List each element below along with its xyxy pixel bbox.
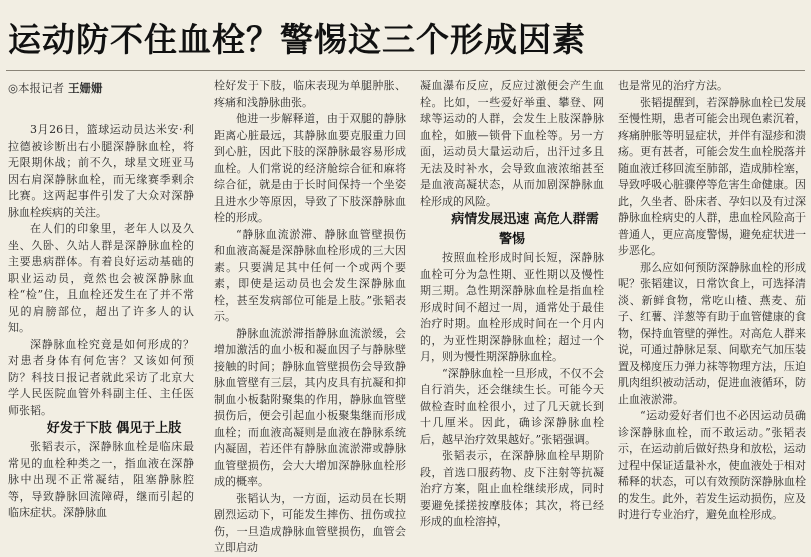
- paragraph: 也是常见的治疗方法。: [618, 79, 728, 92]
- paragraph: 深静脉血栓究竟是如何形成的？对患者身体有何危害？又该如何预防？科技日报记者就此采访了北京大学人民医院血管外科副主任、主任医师张韬。: [8, 337, 194, 417]
- byline-marker-icon: ◎: [8, 81, 19, 95]
- headline-rule: [6, 70, 805, 71]
- byline: [8, 80, 218, 96]
- paragraph: 3月26日，篮球运动员达米安·利拉德被诊断出右小腿深静脉血栓，将无限期休战；前不久，球星文班亚马因右肩深静脉血栓，而无缘赛季剩余比赛。这两起事件引发了大众对深静脉血栓疾病的关注。: [8, 123, 194, 219]
- paragraph: 栓好发于下肢，临床表现为单腿肿胀、疼痛和浅静脉曲张。: [214, 79, 406, 109]
- article-column-2: [214, 78, 406, 554]
- paragraph: 凝血瀑布反应，反应过激便会产生血栓。比如，一些爱好举重、攀登、网球等运动的人群，会发生上肢深静脉血栓，如腋—锁骨下血栓等。另一方面，运动员大量运动后，出汗过多且无法及时补水，会导致血液浓缩甚至是血液高凝状态，从而加剧深静脉血栓形成的风险。: [420, 79, 604, 208]
- paragraph: “运动爱好者们也不必因运动员确诊深静脉血栓，而不敢运动。”张韬表示，在运动前后做好热身和放松，运动过程中保证适量补水，使血液处于相对稀释的状态，可以有效预防深静脉血栓的发生。此外，若发生运动损伤，应及时进行专业治疗，避免血栓形成。: [618, 409, 806, 521]
- article-column-4: [618, 78, 806, 521]
- section-subhead-1: 好发于下肢 偶见于上肢: [46, 421, 182, 436]
- paragraph: 那么应如何预防深静脉血栓的形成呢？张韬建议，日常饮食上，可选择清淡、新鲜食物，常吃山楂、燕麦、茄子、红薯、洋葱等有助于血管健康的食物，保持血管壁的弹性。对高危人群来说，可通过静脉足泵、间歇充气加压装置及梯度压力弹力袜等物理方法，压迫肌肉组织被动活动，促进血液循环，防止血液淤滞。: [618, 260, 806, 406]
- paragraph: 按照血栓形成时间长短，深静脉血栓可分为急性期、亚性期以及慢性期三期。急性期深静脉血栓是指血栓形成时间不超过一周，通常处于最佳治疗时期。血栓形成时间在一个月内的，为亚性期深静脉血栓；超过一个月，则为慢性期深静脉血栓。: [420, 251, 604, 363]
- paragraph: “静脉血流淤滞、静脉血管壁损伤和血液高凝是深静脉血栓形成的三大因素。只要满足其中任何一个或两个要素，即使是运动员也会发生深静脉血栓，甚至发病部位可能是上肢。”张韬表示。: [214, 227, 406, 323]
- paragraph: 张韬提醒到，若深静脉血栓已发展至慢性期，患者可能会出现色素沉着，疼痛肿胀等明显症状，并伴有湿疹和溃疡。更有甚者，可能会发生血栓脱落并随血液迁移回流至肺部，造成肺栓塞，导致呼吸心脏骤停等危害生命健康。因此，久坐者、卧床者、孕妇以及有过深静脉血栓病史的人群，患血栓风险高于普通人，更应高度警惕，避免症状进一步恶化。: [618, 95, 806, 257]
- article-column-3: [420, 78, 604, 528]
- paragraph: 张韬认为，一方面，运动员在长期剧烈运动下，可能发生摔伤、扭伤或拉伤，一旦造成静脉血管壁损伤，血管会立即启动: [214, 491, 406, 554]
- paragraph: 他进一步解释道，由于双腿的静脉距离心脏最远，其静脉血要克服重力回到心脏，因此下肢的深静脉最容易形成血栓。人们常说的经济舱综合征和麻将综合征，就是由于长时间保持一个坐姿且进水少等原因，导致了下肢深静脉血栓的形成。: [214, 112, 406, 224]
- paragraph: “深静脉血栓一旦形成，不仅不会自行消失，还会继续生长。可能今天做检查时血栓很小，过了几天就长到十几厘米。因此，确诊深静脉血栓后，越早治疗效果越好。”张韬强调。: [420, 366, 604, 446]
- section-subhead-2: 病情发展迅速 高危人群需警惕: [451, 212, 599, 247]
- byline-label: 本报记者: [18, 81, 65, 95]
- byline-author: 王姗姗: [68, 81, 103, 95]
- paragraph: 在人们的印象里，老年人以及久坐、久卧、久站人群是深静脉血栓的主要患病群体。有着良好运动基础的职业运动员，竟然也会被深静脉血栓“检”住，且血栓还发生在了并不常见的肩膀部位，超出了许多人的认知。: [8, 222, 194, 334]
- headline: 运动防不住血栓？警惕这三个形成因素: [8, 20, 586, 59]
- paragraph: 张韬表示，深静脉血栓是临床最常见的血栓种类之一，指血液在深静脉中出现不正常凝结，阻塞静脉腔等，导致静脉回流障碍，继而引起的临床症状。深静脉血: [8, 440, 194, 519]
- paragraph: 张韬表示，在深静脉血栓早期阶段，首选口服药物、皮下注射等抗凝治疗方案，阻止血栓继续形成，同时要避免揉搓按摩肢体；其次，将已经形成的血栓溶掉，: [420, 449, 604, 528]
- article-column-1: [8, 122, 194, 519]
- paragraph: 静脉血流淤滞指静脉血流淤缓，会增加激活的血小板和凝血因子与静脉壁接触的时间；静脉血管壁损伤会导致静脉血管壁有三层，其内皮具有抗凝和抑制血小板黏附聚集的作用，静脉血管壁损伤后，便会引起血小板聚集继而形成血栓；而血液高凝则是血液在静脉系统内凝固，若还伴有静脉血流淤滞或静脉血管壁损伤，会大大增加深静脉血栓形成的概率。: [214, 326, 406, 488]
